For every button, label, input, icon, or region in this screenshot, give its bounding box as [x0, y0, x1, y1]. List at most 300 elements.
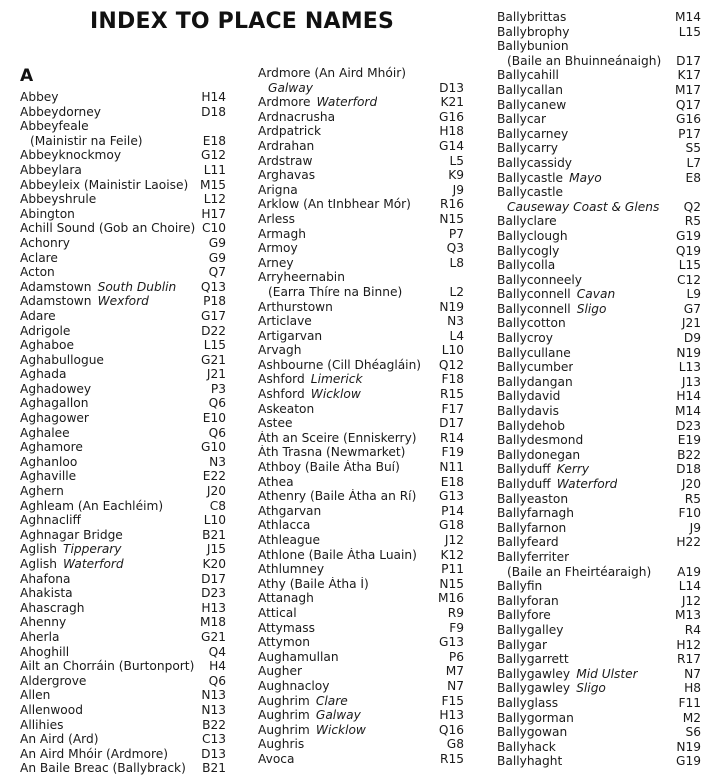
- grid-reference: G17: [201, 308, 226, 323]
- grid-reference: G21: [201, 352, 226, 367]
- grid-reference: M15: [199, 177, 226, 192]
- index-entry: [497, 316, 701, 331]
- grid-reference: N13: [201, 702, 226, 717]
- place-name: Ballygalley: [497, 622, 564, 637]
- grid-reference: M2: [682, 710, 701, 725]
- place-name: Athleague: [258, 533, 320, 547]
- index-entry: [20, 280, 226, 295]
- index-entry: [20, 499, 226, 514]
- index-entry: [497, 652, 701, 667]
- index-entry: [497, 83, 701, 98]
- index-entry: [20, 615, 226, 630]
- grid-reference: G18: [439, 518, 464, 533]
- place-name: Abbeyshrule: [20, 192, 97, 207]
- place-name: Articlave: [258, 314, 312, 329]
- place-name: Ballycullane: [497, 345, 571, 360]
- grid-reference: J12: [444, 533, 464, 547]
- place-name: Ballycastle Mayo: [497, 170, 602, 185]
- index-entry: [497, 258, 701, 273]
- index-entry: [258, 723, 464, 738]
- grid-reference: B22: [202, 717, 226, 732]
- grid-reference: P17: [678, 126, 701, 141]
- place-name: Ballycarry: [497, 141, 559, 156]
- place-name: Aughnacloy: [258, 678, 330, 693]
- grid-reference: J13: [681, 374, 701, 389]
- index-entry: [20, 455, 226, 470]
- place-name: [268, 81, 313, 96]
- index-entry: [258, 110, 464, 125]
- place-name: Ballycolla: [497, 258, 556, 273]
- grid-reference: L9: [686, 287, 701, 302]
- place-name: Aughrim Wicklow: [258, 722, 366, 737]
- grid-reference: H17: [201, 206, 226, 221]
- index-entry: [497, 754, 701, 769]
- grid-reference: R15: [440, 387, 464, 402]
- section-letter: A: [20, 66, 34, 86]
- grid-reference: L5: [449, 153, 464, 168]
- index-entry: [497, 506, 701, 521]
- index-entry: [20, 192, 226, 207]
- place-name: Ashford Wicklow: [258, 387, 361, 402]
- grid-reference: R15: [440, 751, 464, 766]
- grid-reference: G9: [208, 250, 226, 265]
- index-entry: [497, 711, 701, 726]
- index-entry: [258, 489, 464, 504]
- place-name: Aherla: [20, 629, 60, 644]
- grid-reference: K9: [448, 168, 464, 183]
- grid-reference: E18: [202, 133, 226, 148]
- place-name: Abbeylara: [20, 162, 82, 177]
- index-entry: [258, 66, 464, 81]
- grid-reference: R9: [447, 605, 464, 620]
- place-name: Aghadowey: [20, 381, 92, 396]
- grid-reference: P14: [441, 503, 464, 518]
- place-name: Athenry (Baile Átha an Rí): [258, 489, 417, 504]
- place-name: Ballybrophy: [497, 24, 570, 39]
- grid-reference: E10: [202, 411, 226, 426]
- index-entry: [497, 433, 701, 448]
- grid-reference: J21: [206, 367, 226, 382]
- grid-reference: E8: [685, 170, 701, 185]
- grid-reference: E22: [202, 469, 226, 484]
- place-name: Ashford Limerick: [258, 372, 363, 387]
- index-entry: [497, 681, 701, 696]
- index-entry: [20, 469, 226, 484]
- place-qualifier: Causeway Coast & Glens: [507, 199, 660, 214]
- index-entry: [258, 95, 464, 110]
- grid-reference: G12: [201, 148, 226, 163]
- index-entry: [258, 679, 464, 694]
- grid-reference: P3: [210, 381, 226, 396]
- grid-reference: B22: [677, 447, 701, 462]
- place-name: Aghnagar Bridge: [20, 527, 123, 542]
- index-entry: [258, 372, 464, 387]
- place-qualifier: Limerick: [304, 372, 363, 387]
- index-entry: [258, 227, 464, 242]
- grid-reference: L15: [203, 338, 226, 353]
- grid-reference: Q13: [200, 279, 226, 294]
- grid-reference: N7: [447, 678, 464, 693]
- place-name: Ballydonegan: [497, 447, 581, 462]
- grid-reference: B21: [202, 527, 226, 542]
- place-name: An Aird Mhóir (Ardmore): [20, 746, 168, 761]
- index-entry: [258, 664, 464, 679]
- grid-reference: J12: [681, 593, 701, 608]
- index-entry: [20, 645, 226, 660]
- place-name: Ballyfin: [497, 579, 543, 594]
- grid-reference: L7: [686, 155, 701, 170]
- place-name: Adamstown Wexford: [20, 294, 149, 309]
- grid-reference: D13: [439, 80, 464, 95]
- index-entry: [258, 241, 464, 256]
- grid-reference: D17: [676, 53, 701, 68]
- index-entry: [20, 265, 226, 280]
- place-name: Ballycumber: [497, 360, 574, 375]
- index-entry: [258, 183, 464, 198]
- grid-reference: N3: [209, 454, 226, 469]
- index-entry: [258, 635, 464, 650]
- index-entry: [20, 718, 226, 733]
- grid-reference: G10: [201, 440, 226, 455]
- index-entry: [20, 630, 226, 645]
- place-name: Adamstown South Dublin: [20, 279, 177, 294]
- grid-reference: M18: [199, 615, 226, 630]
- grid-reference: Q7: [208, 265, 226, 280]
- place-name: Aughrim Galway: [258, 708, 361, 723]
- index-entry: [497, 287, 701, 302]
- place-name: Achill Sound (Gob an Choire): [20, 221, 196, 236]
- grid-reference: G16: [676, 112, 701, 127]
- place-qualifier: Wexford: [91, 294, 149, 309]
- grid-reference: F18: [441, 372, 464, 387]
- place-name: Ballyeaston: [497, 491, 569, 506]
- grid-reference: L10: [203, 513, 226, 528]
- index-entry: [258, 197, 464, 212]
- place-name: Ballyclare: [497, 214, 557, 229]
- grid-reference: S6: [685, 725, 701, 740]
- grid-reference: G13: [439, 489, 464, 504]
- grid-reference: M17: [674, 82, 701, 97]
- place-qualifier: Mayo: [563, 170, 602, 185]
- place-name: Áth an Sceire (Enniskerry): [258, 430, 417, 445]
- index-entry: [497, 623, 701, 638]
- index-entry: [20, 426, 226, 441]
- grid-reference: G8: [446, 737, 464, 752]
- grid-reference: N19: [676, 739, 701, 754]
- place-name: Ahascragh: [20, 600, 85, 615]
- place-qualifier: Wicklow: [304, 387, 361, 402]
- index-entry: [497, 419, 701, 434]
- place-name: Armoy: [258, 241, 298, 256]
- place-name: Ballygawley Sligo: [497, 681, 606, 696]
- place-name: Allenwood: [20, 702, 83, 717]
- grid-reference: M14: [674, 404, 701, 419]
- index-entry: [258, 533, 464, 548]
- index-entry: [20, 90, 226, 105]
- place-name: Aghabullogue: [20, 352, 104, 367]
- grid-reference: L4: [449, 328, 464, 343]
- place-qualifier: Waterford: [56, 557, 124, 571]
- grid-reference: N15: [439, 576, 464, 591]
- grid-reference: R4: [684, 622, 701, 637]
- place-name: Ballycar: [497, 112, 546, 127]
- index-entry: [20, 484, 226, 499]
- grid-reference: L8: [449, 255, 464, 270]
- place-name: Aghern: [20, 484, 64, 499]
- index-entry: [20, 134, 226, 149]
- index-entry: [258, 460, 464, 475]
- grid-reference: G13: [439, 635, 464, 650]
- place-name: Arryheernabin: [258, 270, 345, 285]
- grid-reference: M13: [674, 608, 701, 623]
- index-entry: [258, 124, 464, 139]
- grid-reference: D13: [201, 746, 226, 761]
- place-name: Ballycroy: [497, 331, 553, 346]
- index-entry: [497, 98, 701, 113]
- place-name: Attymass: [258, 620, 315, 635]
- grid-reference: C13: [201, 732, 226, 747]
- index-entry: [20, 324, 226, 339]
- place-name: Aghnacliff: [20, 513, 81, 528]
- place-name: Arless: [258, 211, 295, 226]
- place-name: Arvagh: [258, 343, 302, 358]
- grid-reference: D23: [201, 586, 226, 601]
- index-entry: [20, 178, 226, 193]
- index-entry: [497, 535, 701, 550]
- grid-reference: Q6: [208, 425, 226, 440]
- place-qualifier: Sligo: [570, 301, 607, 316]
- index-entry: [20, 148, 226, 163]
- index-entry: [20, 528, 226, 543]
- grid-reference: D17: [439, 416, 464, 431]
- place-name: Ardmore Waterford: [258, 95, 378, 110]
- grid-reference: S5: [685, 141, 701, 156]
- grid-reference: D9: [683, 331, 701, 346]
- index-entry: [258, 591, 464, 606]
- index-entry: [20, 338, 226, 353]
- place-qualifier: Cavan: [570, 287, 616, 302]
- grid-reference: N13: [201, 688, 226, 703]
- index-entry: [497, 360, 701, 375]
- index-entry: [20, 674, 226, 689]
- place-name: Attymon: [258, 635, 310, 650]
- place-name: Ballydehob: [497, 418, 565, 433]
- index-entry: [20, 163, 226, 178]
- grid-reference: J21: [681, 316, 701, 331]
- place-name: Ballygar: [497, 637, 548, 652]
- index-entry: [258, 577, 464, 592]
- index-entry: [497, 112, 701, 127]
- index-entry: [497, 448, 701, 463]
- grid-reference: E18: [440, 474, 464, 489]
- grid-reference: Q12: [438, 357, 464, 372]
- place-name: Athlone (Baile Átha Luain): [258, 547, 417, 562]
- place-name: Abbeyleix (Mainistir Laoise): [20, 177, 189, 192]
- grid-reference: J20: [681, 477, 701, 491]
- place-name: An Baile Breac (Ballybrack): [20, 761, 186, 776]
- grid-reference: L13: [678, 360, 701, 375]
- grid-reference: G19: [676, 228, 701, 243]
- place-name: Ahenny: [20, 615, 67, 630]
- place-name: Ballyconnell Sligo: [497, 301, 607, 316]
- place-name: Ballydesmond: [497, 433, 584, 448]
- index-entry: [258, 314, 464, 329]
- grid-reference: L14: [678, 579, 701, 594]
- place-name: Ballybunion: [497, 39, 569, 54]
- place-name: Ballycallan: [497, 82, 563, 97]
- place-name: Aghamore: [20, 440, 83, 455]
- grid-reference: P18: [203, 294, 226, 309]
- place-name: Ballydangan: [497, 374, 573, 389]
- place-name: Ballyconneely: [497, 272, 583, 287]
- index-entry: [20, 221, 226, 236]
- index-entry: [497, 740, 701, 755]
- index-entry: [258, 548, 464, 563]
- place-name: Athea: [258, 474, 294, 489]
- grid-reference: Q17: [675, 97, 701, 112]
- grid-reference: N19: [676, 345, 701, 360]
- grid-reference: Q6: [208, 673, 226, 688]
- place-name: Ahoghill: [20, 644, 70, 659]
- grid-reference: F10: [678, 506, 701, 521]
- place-name: (Baile an Fheirtéaraigh): [507, 564, 652, 579]
- grid-reference: C10: [201, 221, 226, 236]
- grid-reference: Q16: [438, 722, 464, 737]
- grid-reference: L12: [203, 192, 226, 207]
- grid-reference: R5: [684, 214, 701, 229]
- place-qualifier: Waterford: [310, 95, 378, 110]
- index-entry: [258, 139, 464, 154]
- place-name: Ardrahan: [258, 138, 315, 153]
- place-name: Ailt an Chorráin (Burtonport): [20, 659, 195, 674]
- grid-reference: K17: [677, 68, 701, 83]
- place-name: Ballyglass: [497, 695, 559, 710]
- grid-reference: B21: [202, 761, 226, 776]
- place-name: Aghanloo: [20, 454, 78, 469]
- index-entry: [258, 752, 464, 767]
- place-name: Athlacca: [258, 518, 311, 533]
- index-entry: [497, 229, 701, 244]
- place-name: Aghaboe: [20, 338, 74, 353]
- index-entry: [258, 300, 464, 315]
- place-name: Avoca: [258, 751, 295, 766]
- place-name: Abbeyknockmoy: [20, 148, 122, 163]
- index-entry: [20, 659, 226, 674]
- index-entry: [497, 346, 701, 361]
- grid-reference: D18: [201, 104, 226, 119]
- place-name: Abbeydorney: [20, 104, 101, 119]
- place-name: Ardstraw: [258, 153, 313, 168]
- index-entry: [20, 251, 226, 266]
- grid-reference: L2: [449, 284, 464, 299]
- place-name: Abbeyfeale: [20, 119, 89, 134]
- grid-reference: R16: [440, 197, 464, 212]
- index-entry: [497, 404, 701, 419]
- place-qualifier: Wicklow: [309, 722, 366, 737]
- index-entry: [497, 638, 701, 653]
- grid-reference: J15: [206, 542, 226, 557]
- grid-reference: H13: [439, 708, 464, 723]
- place-name: Arghavas: [258, 168, 316, 183]
- place-name: Ballyhack: [497, 739, 556, 754]
- index-entry: [497, 492, 701, 507]
- place-name: Arklow (An tInbhear Mór): [258, 197, 411, 212]
- place-name: Aghaville: [20, 469, 77, 484]
- place-name: Arney: [258, 255, 294, 270]
- grid-reference: J9: [452, 182, 464, 197]
- place-name: Ballycahill: [497, 68, 559, 83]
- grid-reference: Q4: [208, 644, 226, 659]
- place-name: Astee: [258, 416, 293, 431]
- place-name: Ballygawley Mid Ulster: [497, 666, 638, 681]
- grid-reference: A19: [677, 564, 701, 579]
- place-qualifier: South Dublin: [91, 279, 177, 294]
- index-entry: [497, 10, 701, 25]
- index-entry: [258, 562, 464, 577]
- place-name: Ballyconnell Cavan: [497, 287, 616, 302]
- index-entry: [258, 694, 464, 709]
- place-name: Askeaton: [258, 401, 315, 416]
- place-name: [507, 200, 659, 215]
- index-entry: [497, 171, 701, 186]
- place-name: Ballygorman: [497, 710, 574, 725]
- index-column-3: [497, 10, 701, 769]
- index-entry: [258, 256, 464, 271]
- place-qualifier: Kerry: [550, 462, 590, 477]
- index-entry: [258, 708, 464, 723]
- grid-reference: H18: [439, 124, 464, 139]
- grid-reference: G14: [439, 138, 464, 153]
- place-name: Aughris: [258, 737, 305, 752]
- place-name: Ballyduff Waterford: [497, 477, 618, 491]
- place-name: Ballygowan: [497, 725, 568, 740]
- grid-reference: M14: [674, 10, 701, 24]
- place-name: Ballycanew: [497, 97, 567, 112]
- index-entry: [258, 621, 464, 636]
- place-name: Artigarvan: [258, 328, 323, 343]
- place-name: Ballycassidy: [497, 155, 573, 170]
- grid-reference: H13: [201, 600, 226, 615]
- place-name: Ardpatrick: [258, 124, 322, 139]
- index-entry: [20, 557, 226, 572]
- index-entry: [258, 606, 464, 621]
- place-name: Ballycastle: [497, 185, 563, 200]
- grid-reference: H12: [676, 637, 701, 652]
- place-name: Abbey: [20, 90, 59, 104]
- index-entry: [258, 154, 464, 169]
- place-name: Allen: [20, 688, 51, 703]
- grid-reference: D23: [676, 418, 701, 433]
- index-entry: [258, 475, 464, 490]
- place-name: Ballycarney: [497, 126, 569, 141]
- grid-reference: R5: [684, 491, 701, 506]
- index-entry: [497, 608, 701, 623]
- place-name: Aghalee: [20, 425, 70, 440]
- grid-reference: C12: [676, 272, 701, 287]
- place-name: Aghleam (An Eachléim): [20, 498, 164, 513]
- grid-reference: D17: [201, 571, 226, 586]
- index-entry: [258, 650, 464, 665]
- grid-reference: F19: [441, 445, 464, 460]
- grid-reference: E19: [677, 433, 701, 448]
- index-entry: [20, 586, 226, 601]
- grid-reference: H8: [684, 681, 701, 696]
- index-entry: [497, 68, 701, 83]
- index-entry: [497, 579, 701, 594]
- place-name: Ballycogly: [497, 243, 560, 258]
- index-entry: [20, 761, 226, 776]
- index-entry: [20, 353, 226, 368]
